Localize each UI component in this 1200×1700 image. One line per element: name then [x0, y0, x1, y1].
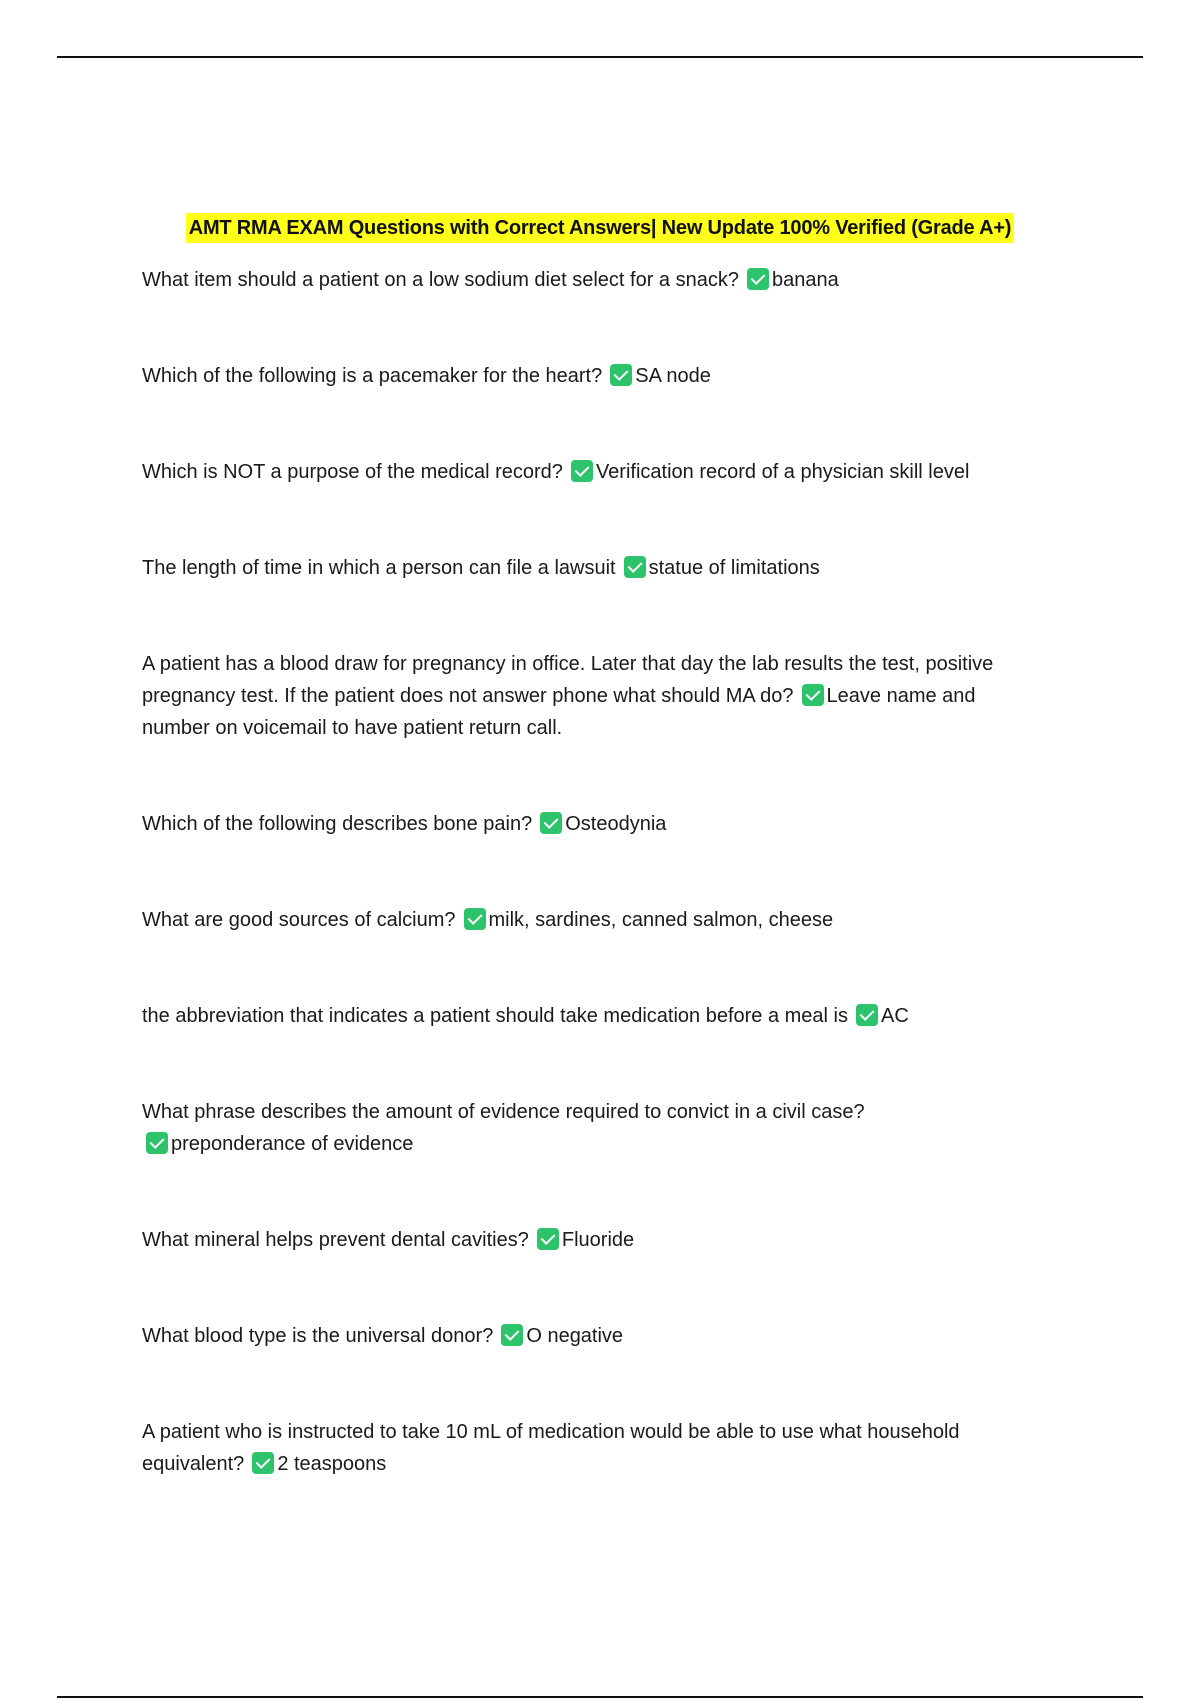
check-mark-icon [146, 1132, 168, 1154]
answer-text: statue of limitations [648, 557, 820, 579]
answer-text: O negative [526, 1325, 624, 1347]
answer-text: preponderance of evidence [171, 1133, 414, 1155]
answer-text: AC [881, 1005, 909, 1027]
qa-item [142, 648, 1042, 744]
check-mark-icon [252, 1452, 274, 1474]
check-mark-icon [802, 684, 824, 706]
check-mark-icon [856, 1004, 878, 1026]
question-text: What phrase describes the amount of evidence required to convict in a civil case? [142, 1101, 865, 1123]
question-text: The length of time in which a person can file a lawsuit [142, 557, 616, 579]
qa-item [142, 552, 1042, 584]
question-text: What item should a patient on a low sodium diet select for a snack? [142, 269, 739, 291]
question-text: What blood type is the universal donor? [142, 1325, 494, 1347]
qa-list [142, 264, 1042, 1544]
check-mark-icon [537, 1228, 559, 1250]
document-title: AMT RMA EXAM Questions with Correct Answers| New Update 100% Verified (Grade A+) [186, 213, 1015, 243]
check-mark-icon [464, 908, 486, 930]
question-text: A patient who is instructed to take 10 mL of medication would be able to use what household equivalent? [142, 1421, 960, 1475]
check-mark-icon [610, 364, 632, 386]
top-rule [57, 56, 1143, 58]
question-text: A patient has a blood draw for pregnancy in office. Later that day the lab results the test, positive pregnancy test. If the patient does not answer phone what should MA do? [142, 653, 994, 707]
answer-text: 2 teaspoons [277, 1453, 387, 1475]
answer-text: banana [771, 269, 839, 291]
check-mark-icon [501, 1324, 523, 1346]
qa-item [142, 808, 1042, 840]
bottom-rule [57, 1696, 1143, 1698]
qa-item [142, 1000, 1042, 1032]
check-mark-icon [624, 556, 646, 578]
answer-text: Osteodynia [565, 813, 667, 835]
question-text: the abbreviation that indicates a patient should take medication before a meal is [142, 1005, 848, 1027]
qa-item [142, 264, 1042, 296]
question-text: Which of the following is a pacemaker for the heart? [142, 365, 603, 387]
title-container [0, 213, 1200, 243]
answer-text: Leave name and number on voicemail to have patient return call. [142, 685, 976, 739]
answer-text: Verification record of a physician skill level [595, 461, 970, 483]
qa-item [142, 1224, 1042, 1256]
check-mark-icon [540, 812, 562, 834]
question-text: What are good sources of calcium? [142, 909, 456, 931]
question-text: What mineral helps prevent dental cavities? [142, 1229, 529, 1251]
qa-item [142, 1096, 1042, 1160]
answer-text: milk, sardines, canned salmon, cheese [488, 909, 834, 931]
question-text: Which of the following describes bone pain? [142, 813, 533, 835]
qa-item [142, 360, 1042, 392]
qa-item [142, 904, 1042, 936]
qa-item [142, 456, 1042, 488]
check-mark-icon [747, 268, 769, 290]
answer-text: Fluoride [561, 1229, 635, 1251]
qa-item [142, 1416, 1042, 1480]
question-text: Which is NOT a purpose of the medical record? [142, 461, 563, 483]
qa-item [142, 1320, 1042, 1352]
answer-text: SA node [635, 365, 711, 387]
check-mark-icon [571, 460, 593, 482]
